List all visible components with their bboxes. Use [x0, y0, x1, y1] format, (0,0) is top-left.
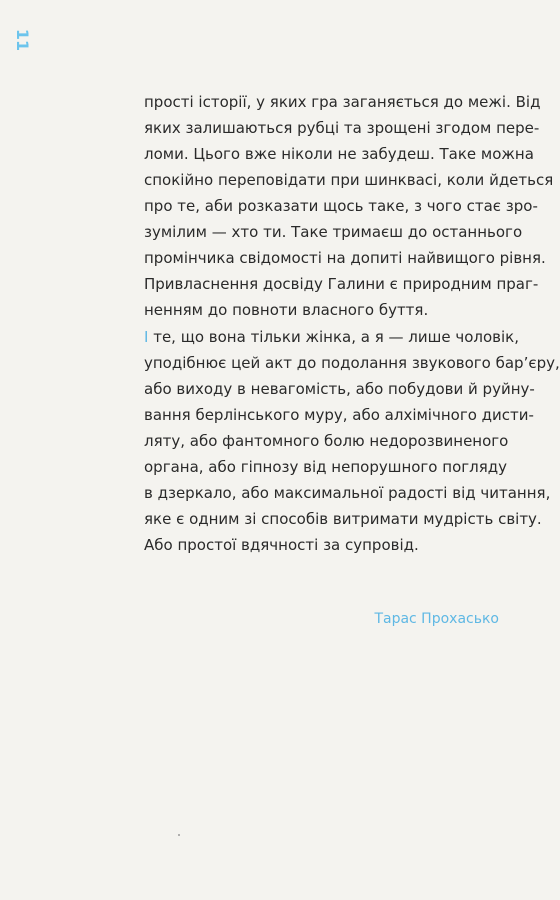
first-line-text: те, що вона тільки жінка, а я — лише чоловік, — [148, 328, 519, 346]
paragraph-line: уподібнює цей акт до подолання звукового бар’єру, — [144, 354, 560, 372]
paragraph-1 — [144, 89, 554, 323]
paragraph-line: зумілим — хто ти. Таке тримаєш до останнього — [144, 223, 523, 241]
paragraph-line: ненням до повноти власного буття. — [144, 301, 429, 319]
paragraph-line: Або простої вдячності за супровід. — [144, 536, 419, 554]
paragraph-line: в дзеркало, або максимальної радості від читання, — [144, 484, 551, 502]
paragraph-line: про те, аби розказати щось таке, з чого стає зро- — [144, 197, 538, 215]
paragraph-line: ломи. Цього вже ніколи не забудеш. Таке можна — [144, 145, 534, 163]
paragraph-line: яких залишаються рубці та зрощені згодом пере- — [144, 119, 540, 137]
paragraph-line: спокійно переповідати при шинквасі, коли йдеться — [144, 171, 554, 189]
drop-initial: І — [144, 328, 149, 346]
author-signature: Тарас Прохасько — [374, 611, 499, 627]
paragraph-line: вання берлінського муру, або алхімічного дисти- — [144, 406, 534, 424]
page-number: 11 — [13, 28, 32, 52]
page-speck — [178, 834, 180, 836]
paragraph-first-line — [144, 324, 519, 350]
paragraph-line: ляту, або фантомного болю недорозвиненого — [144, 432, 509, 450]
paragraph-2 — [144, 324, 560, 558]
paragraph-line: органа, або гіпнозу від непорушного погляду — [144, 458, 507, 476]
paragraph-line: Привласнення досвіду Галини є природним праг- — [144, 275, 539, 293]
paragraph-line: прості історії, у яких гра заганяється до межі. Від — [144, 93, 541, 111]
paragraph-line: або виходу в невагомість, або побудови й руйну- — [144, 380, 535, 398]
paragraph-line: промінчика свідомості на допиті найвищого рівня. — [144, 249, 546, 267]
paragraph-line: яке є одним зі способів витримати мудрість світу. — [144, 510, 542, 528]
